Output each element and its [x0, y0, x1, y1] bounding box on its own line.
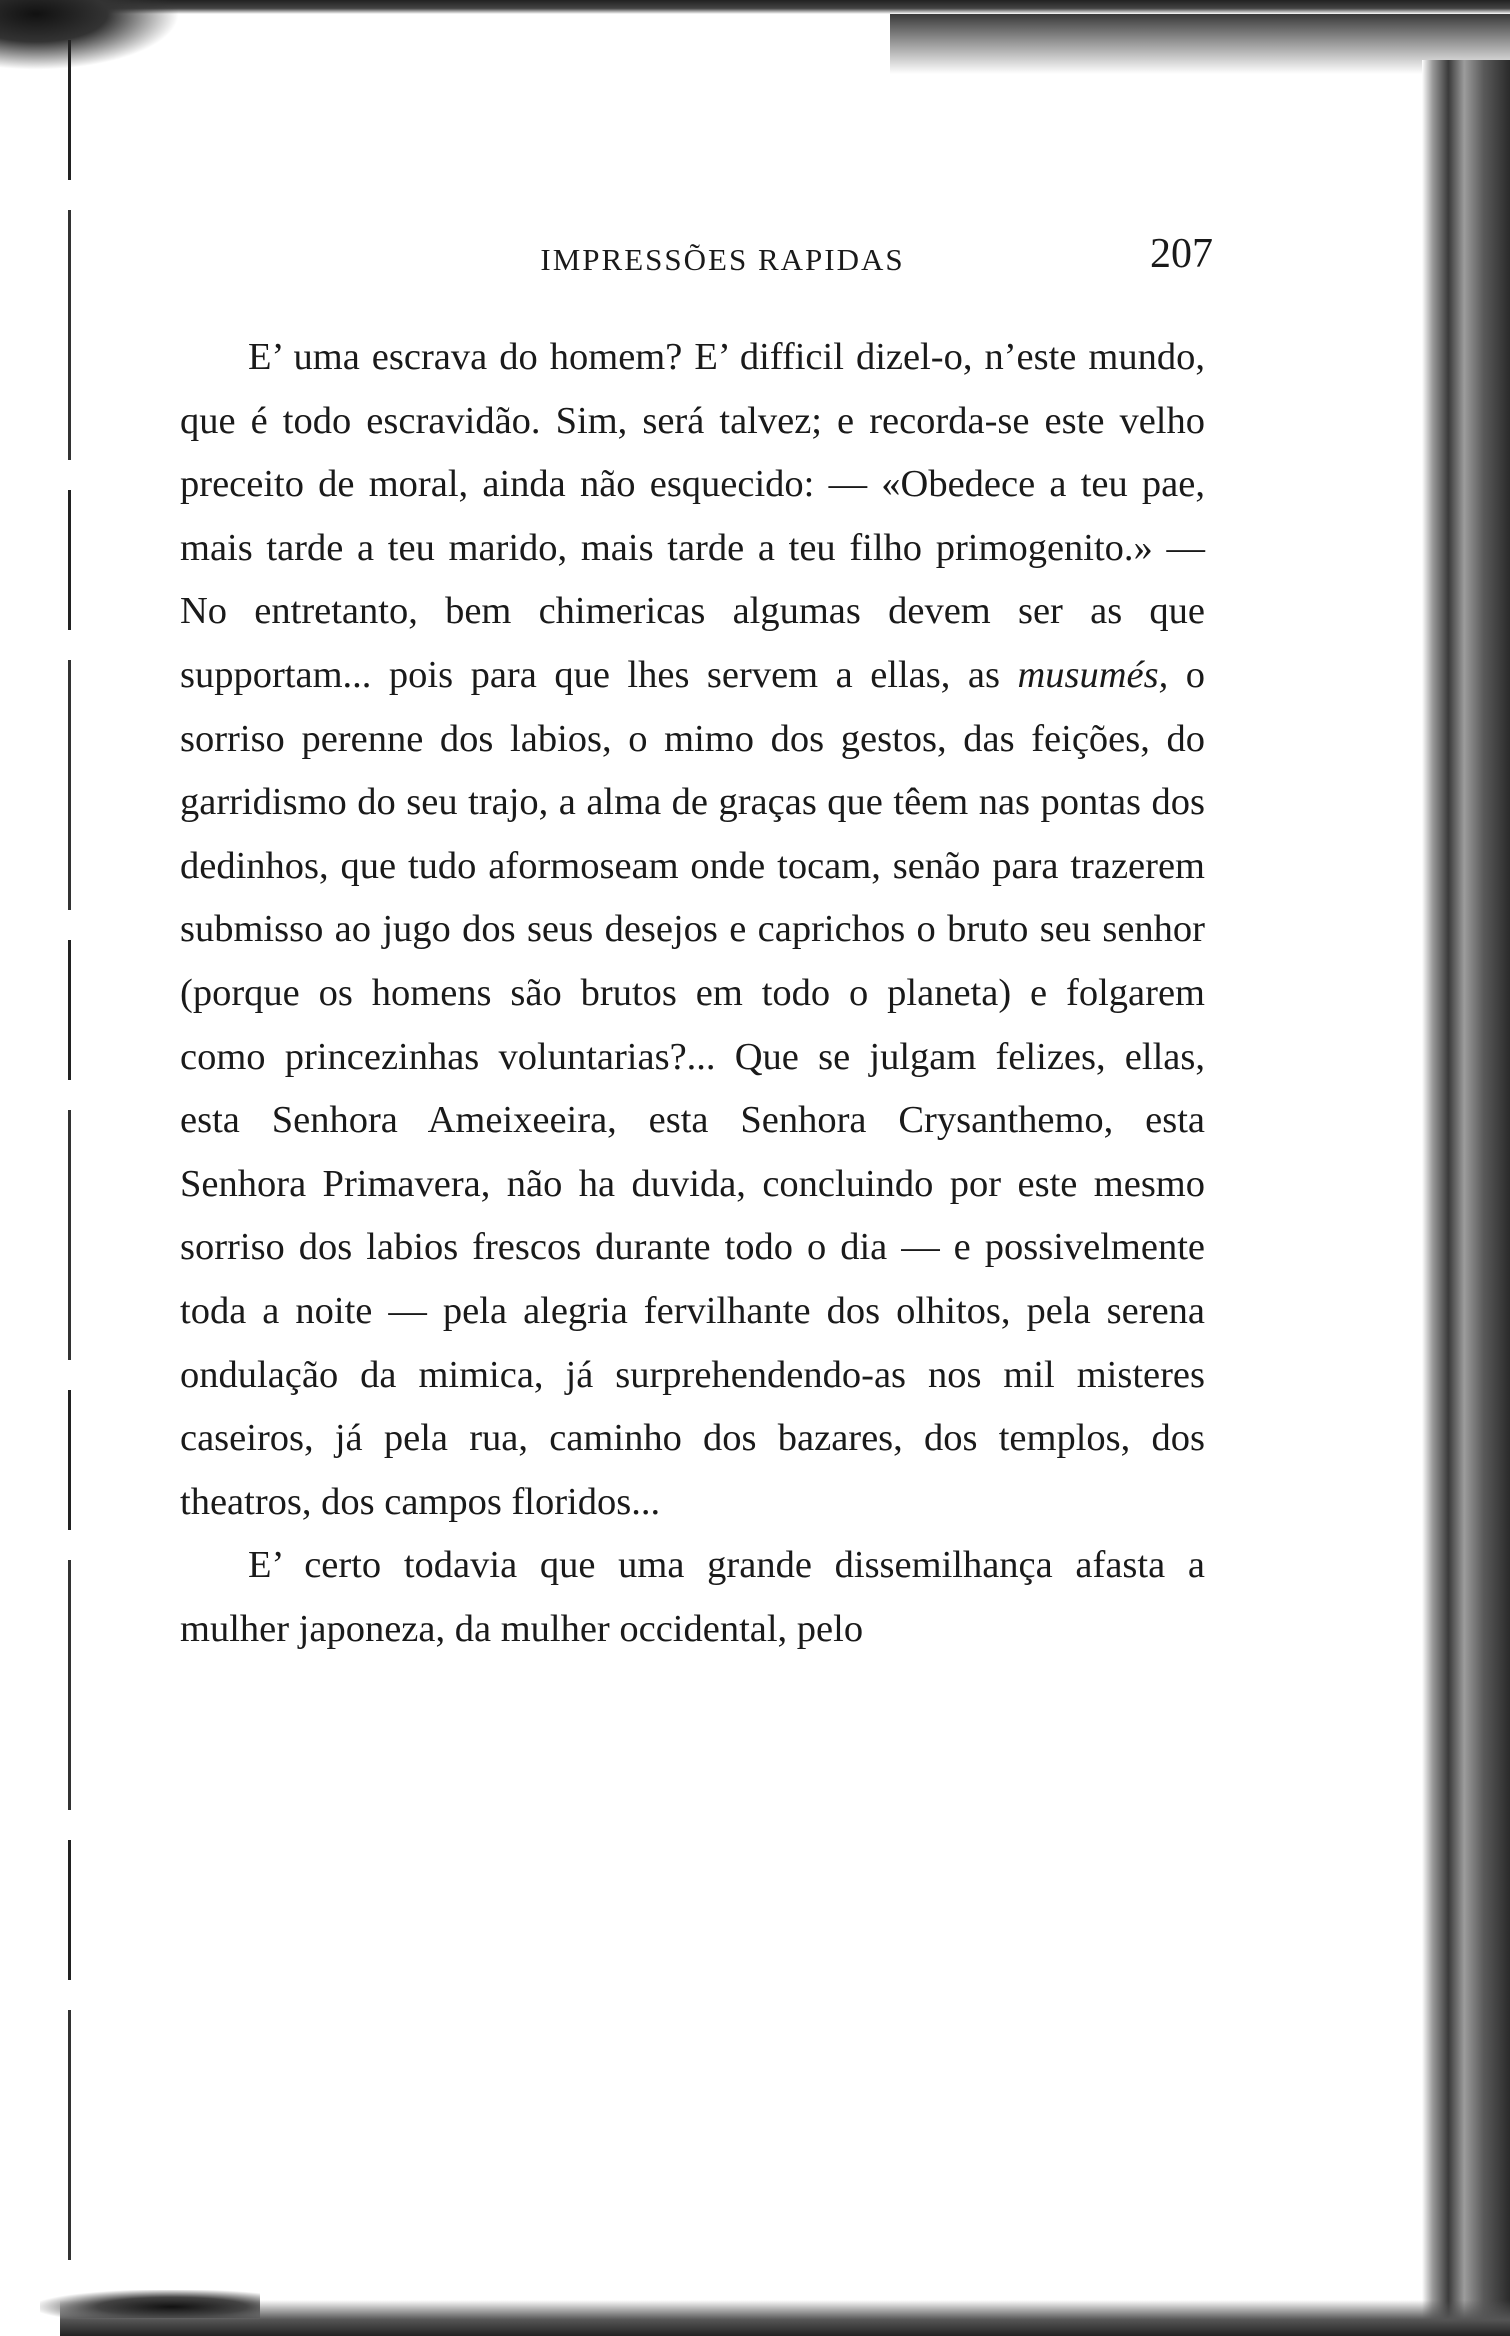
scan-corner-top-left	[0, 0, 180, 70]
scan-shadow-top-right	[890, 14, 1510, 74]
paragraph-1	[180, 326, 1205, 1534]
paragraph-1-part-a: E’ uma escrava do homem? E’ difficil dizel-o, n’este mundo, que é todo escravidão. Sim, será talvez; e recorda-se este velho preceito de moral, ainda não esquecido: — «Obedece a teu pae, mais tarde a teu marido, mais tarde a teu filho primogenito.» —No entretanto, bem chimericas algumas devem ser as que supportam... pois para que lhes servem a ellas, as	[180, 336, 1205, 696]
running-title: IMPRESSÕES RAPIDAS	[540, 242, 905, 277]
italic-word-musumes: musumés,	[1017, 653, 1169, 696]
page-number: 207	[1150, 231, 1213, 277]
scan-border-left	[68, 40, 71, 2280]
book-page	[180, 230, 1213, 1661]
scan-page-edges-right	[1422, 60, 1510, 2336]
paragraph-2: E’ certo todavia que uma grande dissemilhança afasta a mulher japoneza, da mulher occidental, pelo	[180, 1544, 1205, 1650]
running-head	[180, 230, 1213, 290]
body-text	[180, 326, 1205, 1661]
scan-border-top	[0, 0, 1510, 14]
scan-border-bottom	[60, 2300, 1510, 2336]
paragraph-1-part-b: o sorriso perenne dos labios, o mimo dos gestos, das feições, do garridismo do seu trajo, a alma de graças que têem nas pontas dos dedinhos, que tudo aformoseam onde tocam, senão para trazerem submisso ao jugo dos seus desejos e caprichos o bruto seu senhor (porque os homens são brutos em todo o planeta) e folgarem como princezinhas voluntarias?... Que se julgam felizes, ellas, esta Senhora Ameixeeira, esta Senhora Crysanthemo, esta Senhora Primavera, não ha duvida, concluindo por este mesmo sorriso dos labios frescos durante todo o dia — e possivelmente toda a noite — pela alegria fervilhante dos olhitos, pela serena ondulação da mimica, já surprehendendo-as nos mil misteres caseiros, já pela rua, caminho dos bazares, dos templos, dos theatros, dos campos floridos...	[180, 653, 1205, 1523]
scan-corner-bottom-left	[40, 2290, 260, 2318]
